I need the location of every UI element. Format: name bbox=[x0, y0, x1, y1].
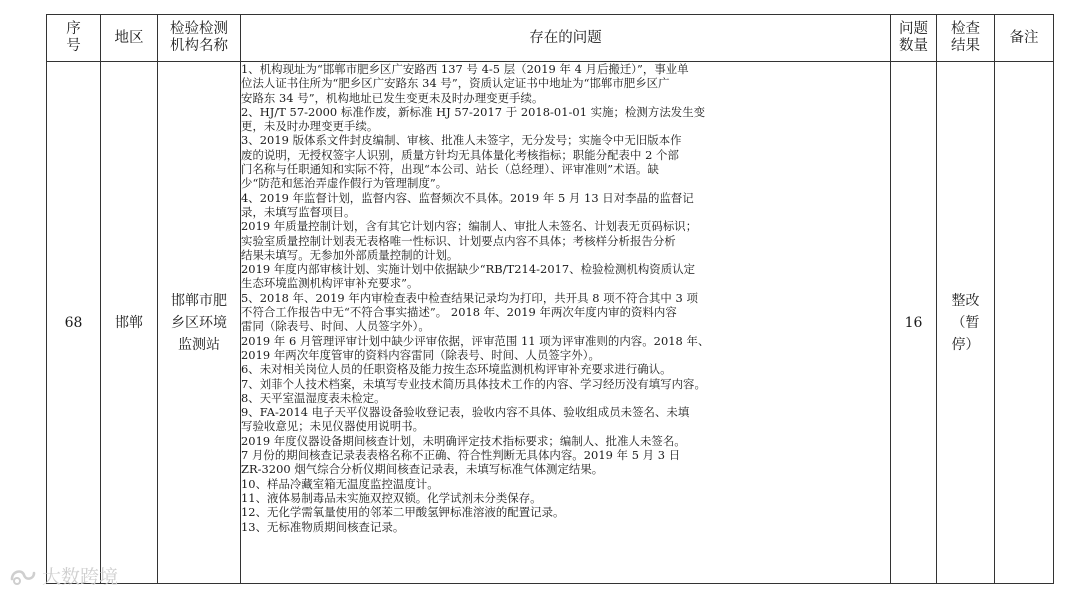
watermark-text: 大数跨境 bbox=[42, 566, 119, 588]
problem-line: 结果未填写。无参加外部质量控制的计划。 bbox=[241, 247, 459, 262]
problem-line: 2019 年两次年度管审的资料内容雷同（除表号、时间、人员签字外）。 bbox=[241, 347, 600, 362]
inspection-table bbox=[46, 14, 1054, 584]
problem-line: 2、HJ/T 57-2000 标准作废，新标准 HJ 57-2017 于 2018-01-01 实施；检测方法发生变 bbox=[241, 104, 706, 119]
problem-line: 9、FA-2014 电子天平仪器设备验收登记表，验收内容不具体、验收组成员未签名、未填 bbox=[241, 405, 690, 420]
problem-line: 门名称与任职通知和实际不符，出现“本公司、站长（总经理）、评审准则”术语。缺 bbox=[241, 162, 659, 177]
header-remarks: 备注 bbox=[995, 15, 1054, 62]
problem-line: 不符合工作报告中无“不符合事实描述”。 2018 年、2019 年两次年度内审的资料内容 bbox=[241, 305, 677, 320]
problem-line: 写验收意见；未见仪器使用说明书。 bbox=[241, 419, 425, 434]
problem-line: 4、2019 年监督计划，监督内容、监督频次不具体。2019 年 5 月 13 日对李晶的监督记 bbox=[241, 190, 694, 205]
cell-count: 16 bbox=[891, 62, 937, 584]
problem-line: 雷同（除表号、时间、人员签字外）。 bbox=[241, 319, 430, 334]
problem-line: 7 月份的期间核查记录表表格名称不正确、符合性判断无具体内容。2019 年 5 月 3 日 bbox=[241, 448, 681, 463]
problem-line: 2019 年 6 月管理评审计划中缺少评审依据，评审范围 11 项为评审准则的内容。2018 年、 bbox=[241, 333, 710, 348]
header-count: 问题数量 bbox=[891, 15, 937, 62]
header-result: 检查结果 bbox=[937, 15, 995, 62]
problem-line: 2019 年度内部审核计划、实施计划中依据缺少“RB/T214-2017、检验检测机构资质认定 bbox=[241, 262, 696, 277]
problem-line: 废的说明，无授权签字人识别，质量方针均无具体量化考核指标；职能分配表中 2 个部 bbox=[241, 147, 679, 162]
cell-problems bbox=[241, 62, 891, 584]
cell-remarks bbox=[995, 62, 1054, 584]
cell-seq: 68 bbox=[47, 62, 101, 584]
problem-line: 录，未填写监督项目。 bbox=[241, 204, 356, 219]
header-agency: 检验检测机构名称 bbox=[158, 15, 241, 62]
problem-line: 3、2019 版体系文件封皮编制、审核、批准人未签字，无分发号；实施令中无旧版本作 bbox=[241, 133, 682, 148]
problem-line: 5、2018 年、2019 年内审检查表中检查结果记录均为打印，共开具 8 项不符合其中 3 项 bbox=[241, 290, 698, 305]
header-row bbox=[47, 15, 1054, 62]
cell-result: 整改（暂停） bbox=[937, 62, 995, 584]
problem-line: 更，未及时办理变更手续。 bbox=[241, 119, 379, 134]
problem-list bbox=[241, 62, 890, 534]
header-problems: 存在的问题 bbox=[241, 15, 891, 62]
problem-line: 2019 年质量控制计划，含有其它计划内容；编制人、审批人未签名、计划表无页码标识； bbox=[241, 219, 698, 234]
problem-line: 10、样品冷藏室箱无温度监控温度计。 bbox=[241, 476, 439, 491]
problem-line: 12、无化学需氧量使用的邻苯二甲酸氢钾标准溶液的配置记录。 bbox=[241, 505, 565, 520]
problem-line: 生态环境监测机构评审补充要求”。 bbox=[241, 276, 419, 291]
cell-agency: 邯郸市肥乡区环境监测站 bbox=[158, 62, 241, 584]
problem-line: ZR-3200 烟气综合分析仪期间核查记录表，未填写标准气体测定结果。 bbox=[241, 462, 604, 477]
problem-line: 位法人证书住所为“肥乡区广安路东 34 号”，资质认定证书中地址为“邯郸市肥乡区广 bbox=[241, 76, 670, 91]
problem-line: 7、刘菲个人技术档案，未填写专业技术简历具体技术工作的内容、学习经历没有填写内容。 bbox=[241, 376, 706, 391]
problem-line: 8、天平室温湿度表未检定。 bbox=[241, 390, 386, 405]
problem-line: 1、机构现址为“邯郸市肥乡区广安路西 137 号 4-5 层（2019 年 4 月后搬迁）”，事业单 bbox=[241, 62, 689, 76]
problem-line: 6、未对相关岗位人员的任职资格及能力按生态环境监测机构评审补充要求进行确认。 bbox=[241, 362, 672, 377]
cell-region: 邯郸 bbox=[101, 62, 158, 584]
problem-line: 安路东 34 号”，机构地址已发生变更未及时办理变更手续。 bbox=[241, 90, 544, 105]
problem-line: 11、液体易制毒品未实施双控双锁。化学试剂未分类保存。 bbox=[241, 490, 542, 505]
problem-line: 13、无标准物质期间核查记录。 bbox=[241, 519, 405, 534]
logo-mark-icon bbox=[8, 565, 38, 587]
problem-line: 少“防范和惩治弄虚作假行为管理制度”。 bbox=[241, 176, 448, 191]
watermark bbox=[8, 562, 118, 589]
header-seq: 序号 bbox=[47, 15, 101, 62]
table-row bbox=[47, 62, 1054, 584]
header-region: 地区 bbox=[101, 15, 158, 62]
problem-line: 实验室质量控制计划表无表格唯一性标识、计划要点内容不具体；考核样分析报告分析 bbox=[241, 233, 676, 248]
problem-line: 2019 年度仪器设备期间核查计划，未明确评定技术指标要求；编制人、批准人未签名。 bbox=[241, 433, 686, 448]
